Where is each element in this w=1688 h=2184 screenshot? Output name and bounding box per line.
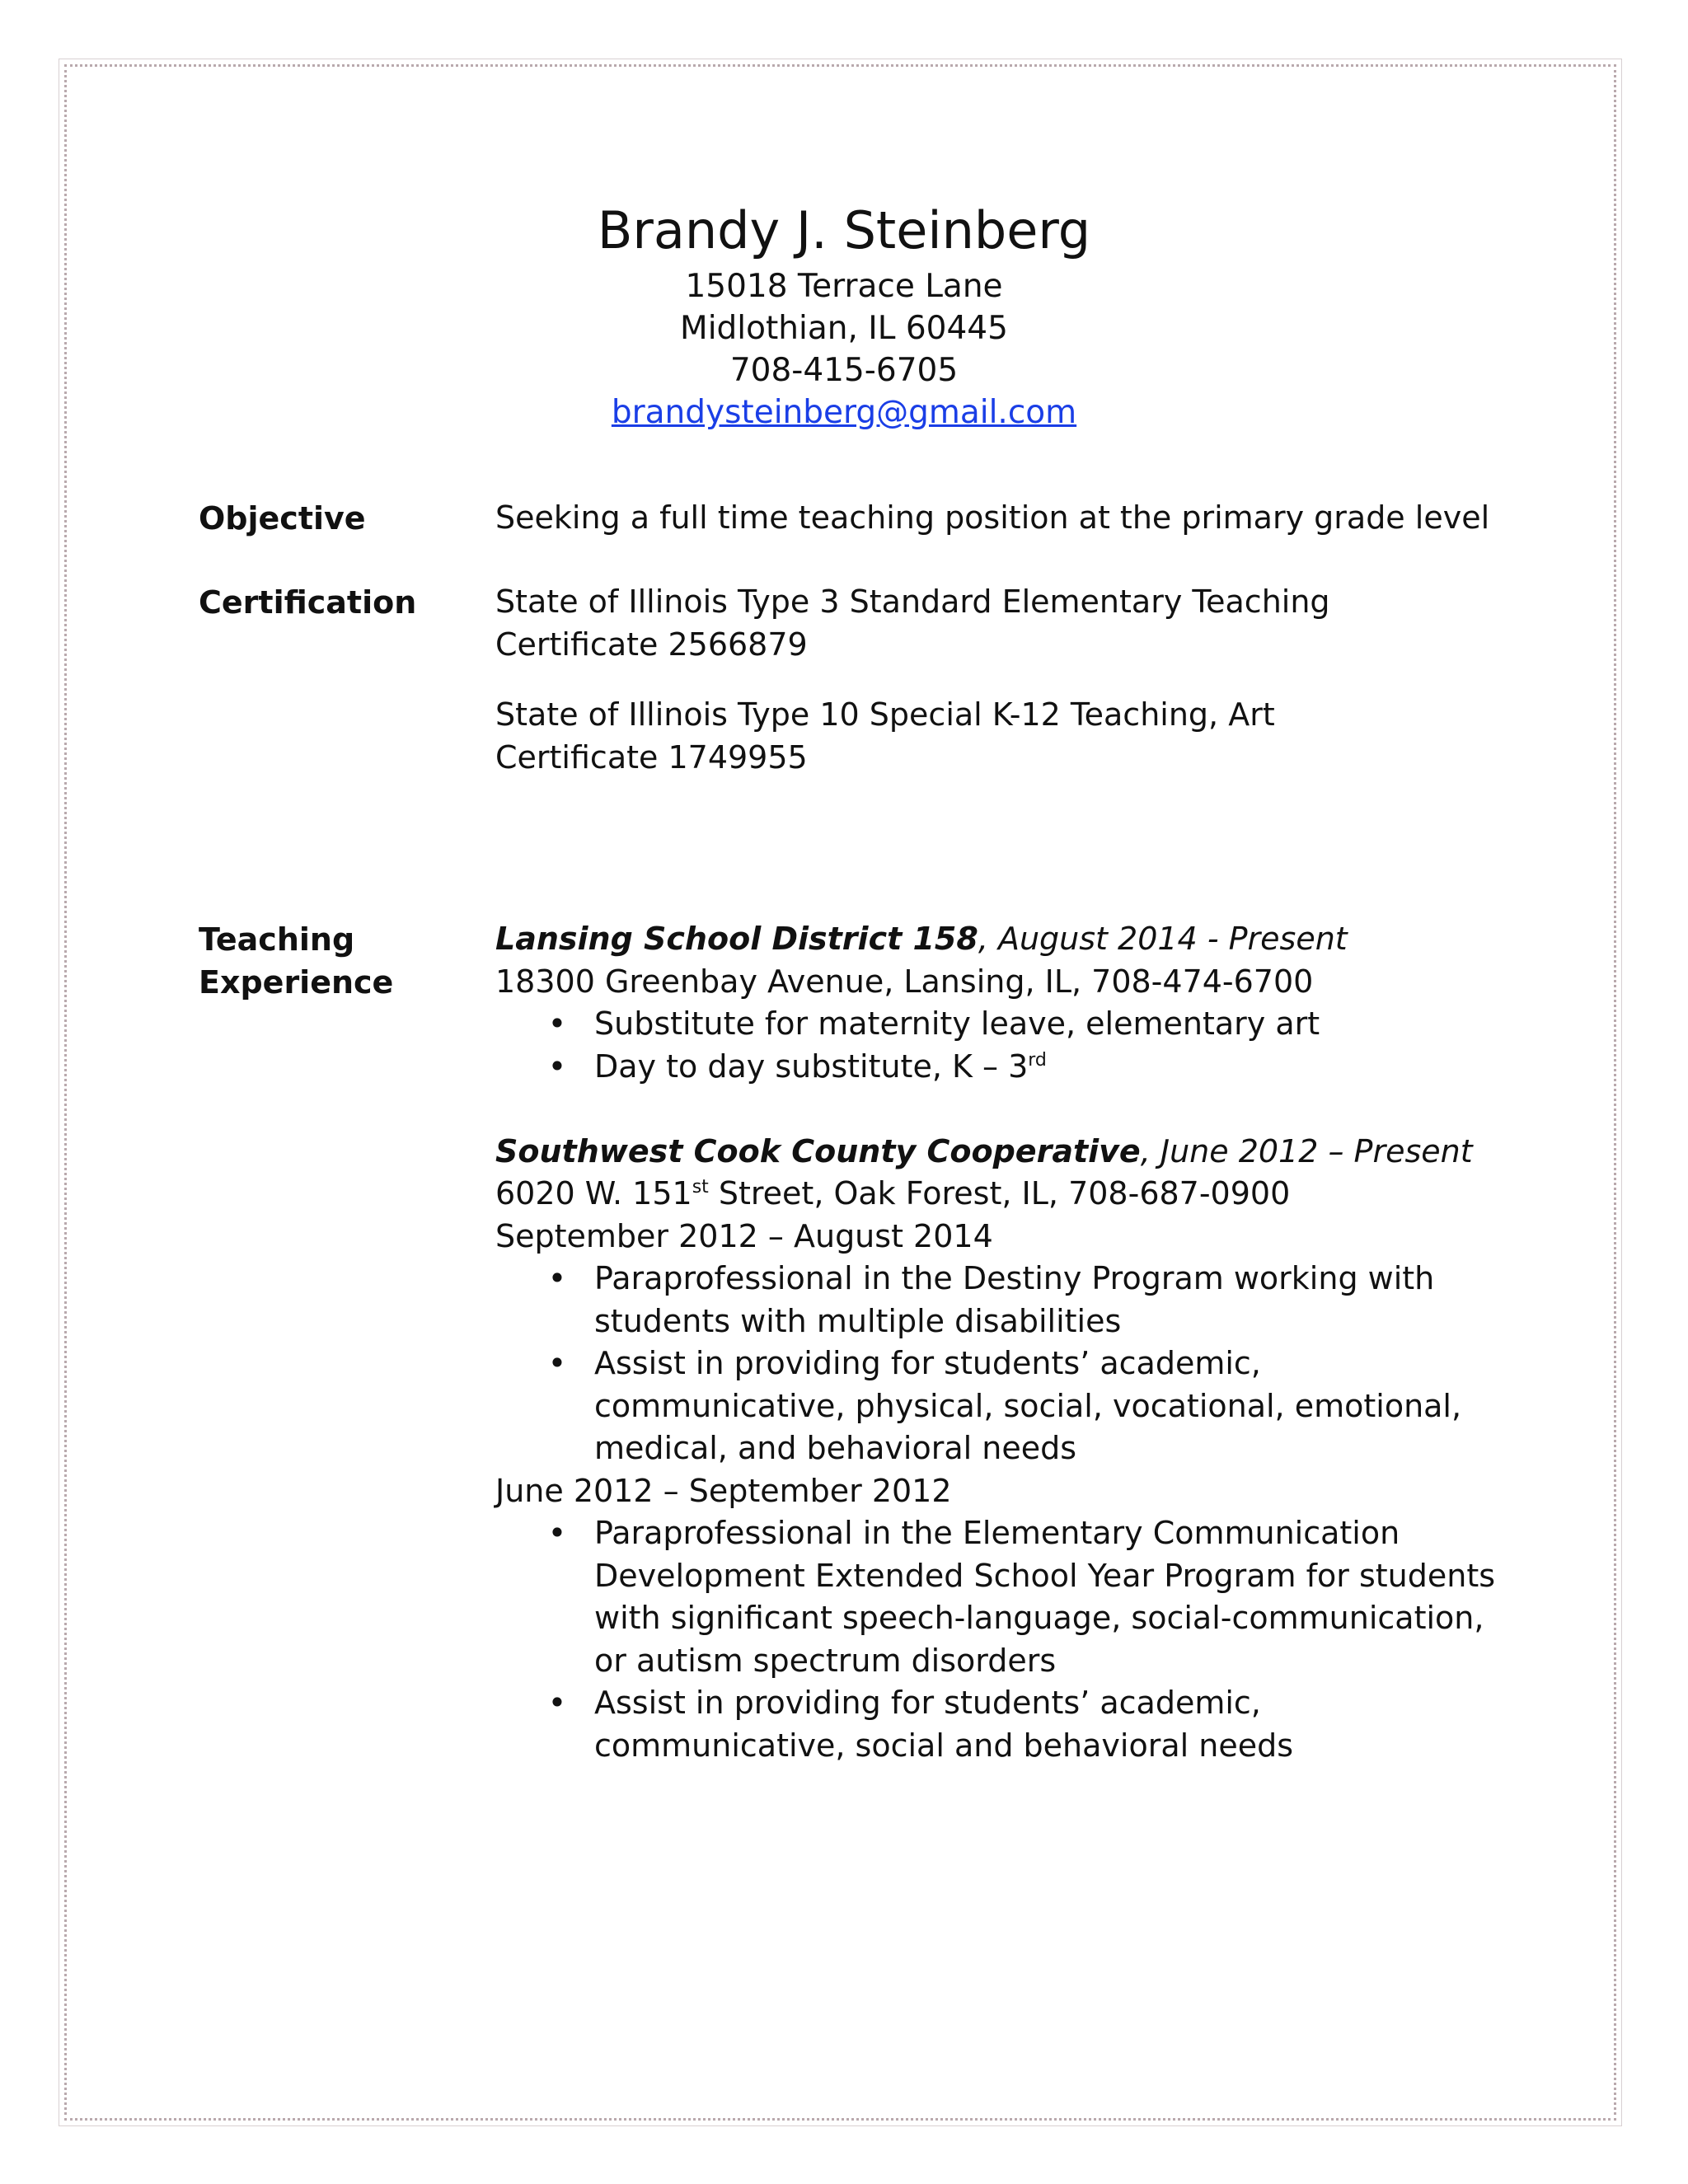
certification-label: Certification bbox=[199, 584, 417, 621]
bullet-icon: • bbox=[547, 1005, 567, 1042]
phone-number: 708-415-6705 bbox=[729, 352, 959, 389]
bullet-icon: • bbox=[547, 1515, 567, 1551]
certification-section bbox=[495, 581, 1509, 779]
bullet-text: Assist in providing for students’ academic, communicative, social and behavioral needs bbox=[594, 1685, 1294, 1764]
certification-2-line1: State of Illinois Type 10 Special K-12 Teaching, Art bbox=[495, 696, 1275, 733]
resume-header bbox=[0, 196, 1688, 434]
period-2-range: June 2012 – September 2012 bbox=[495, 1472, 952, 1509]
job-1-dates: , August 2014 - Present bbox=[978, 921, 1348, 957]
job-2-address: 6020 W. 151st Street, Oak Forest, IL, 708-687-0900 bbox=[495, 1175, 1291, 1212]
certification-1-line2: Certificate 2566879 bbox=[495, 626, 808, 663]
bullet-icon: • bbox=[547, 1345, 567, 1381]
list-item bbox=[495, 1343, 1509, 1470]
bullet-text: Assist in providing for students’ academic, communicative, physical, social, vocational, emotional, medical, and behavioral needs bbox=[594, 1345, 1462, 1466]
objective-label: Objective bbox=[199, 500, 366, 537]
job-1-address: 18300 Greenbay Avenue, Lansing, IL, 708-474-6700 bbox=[495, 963, 1314, 1000]
bullet-text: Substitute for maternity leave, elementary art bbox=[594, 1005, 1320, 1042]
period-1-bullet-list bbox=[495, 1258, 1509, 1470]
experience-label bbox=[199, 918, 393, 1004]
bullet-icon: • bbox=[547, 1047, 567, 1085]
candidate-name: Brandy J. Steinberg bbox=[597, 200, 1091, 260]
ordinal-suffix: rd bbox=[1028, 1049, 1047, 1071]
list-item bbox=[495, 1046, 1509, 1089]
certification-1-line1: State of Illinois Type 3 Standard Elementary Teaching bbox=[495, 583, 1330, 620]
bullet-text: Day to day substitute, K – 3 bbox=[594, 1047, 1029, 1085]
period-2-bullet-list bbox=[495, 1512, 1509, 1767]
email-link[interactable]: brandysteinberg@gmail.com bbox=[611, 394, 1077, 431]
experience-label-line1: Teaching bbox=[199, 921, 355, 958]
list-item bbox=[495, 1512, 1509, 1682]
address-city: Midlothian, IL 60445 bbox=[680, 310, 1008, 347]
job-2-heading bbox=[495, 1131, 1509, 1174]
list-item bbox=[495, 1003, 1509, 1046]
experience-section bbox=[495, 918, 1509, 1767]
bullet-icon: • bbox=[547, 1685, 567, 1721]
experience-label-line2: Experience bbox=[199, 964, 394, 1001]
bullet-text: Paraprofessional in the Destiny Program working with students with multiple disabilities bbox=[594, 1260, 1435, 1339]
bullet-text: Paraprofessional in the Elementary Communication Development Extended School Year Program for students with significant speech-language, social-communication, or autism spectrum disorders bbox=[594, 1515, 1496, 1679]
job-1-bullet-list bbox=[495, 1003, 1509, 1088]
list-item bbox=[495, 1682, 1509, 1767]
objective-text: Seeking a full time teaching position at the primary grade level bbox=[495, 499, 1490, 536]
objective-section bbox=[495, 497, 1509, 540]
certification-2-line2: Certificate 1749955 bbox=[495, 738, 808, 776]
address-street: 15018 Terrace Lane bbox=[685, 268, 1003, 305]
job-1-heading bbox=[495, 918, 1509, 961]
list-item bbox=[495, 1258, 1509, 1343]
period-1-range: September 2012 – August 2014 bbox=[495, 1217, 993, 1254]
job-2-employer: Southwest Cook County Cooperative bbox=[495, 1132, 1141, 1169]
job-2-dates: , June 2012 – Present bbox=[1140, 1132, 1473, 1169]
bullet-icon: • bbox=[547, 1260, 567, 1296]
ordinal-suffix: st bbox=[692, 1177, 709, 1197]
job-1-employer: Lansing School District 158 bbox=[495, 921, 978, 957]
